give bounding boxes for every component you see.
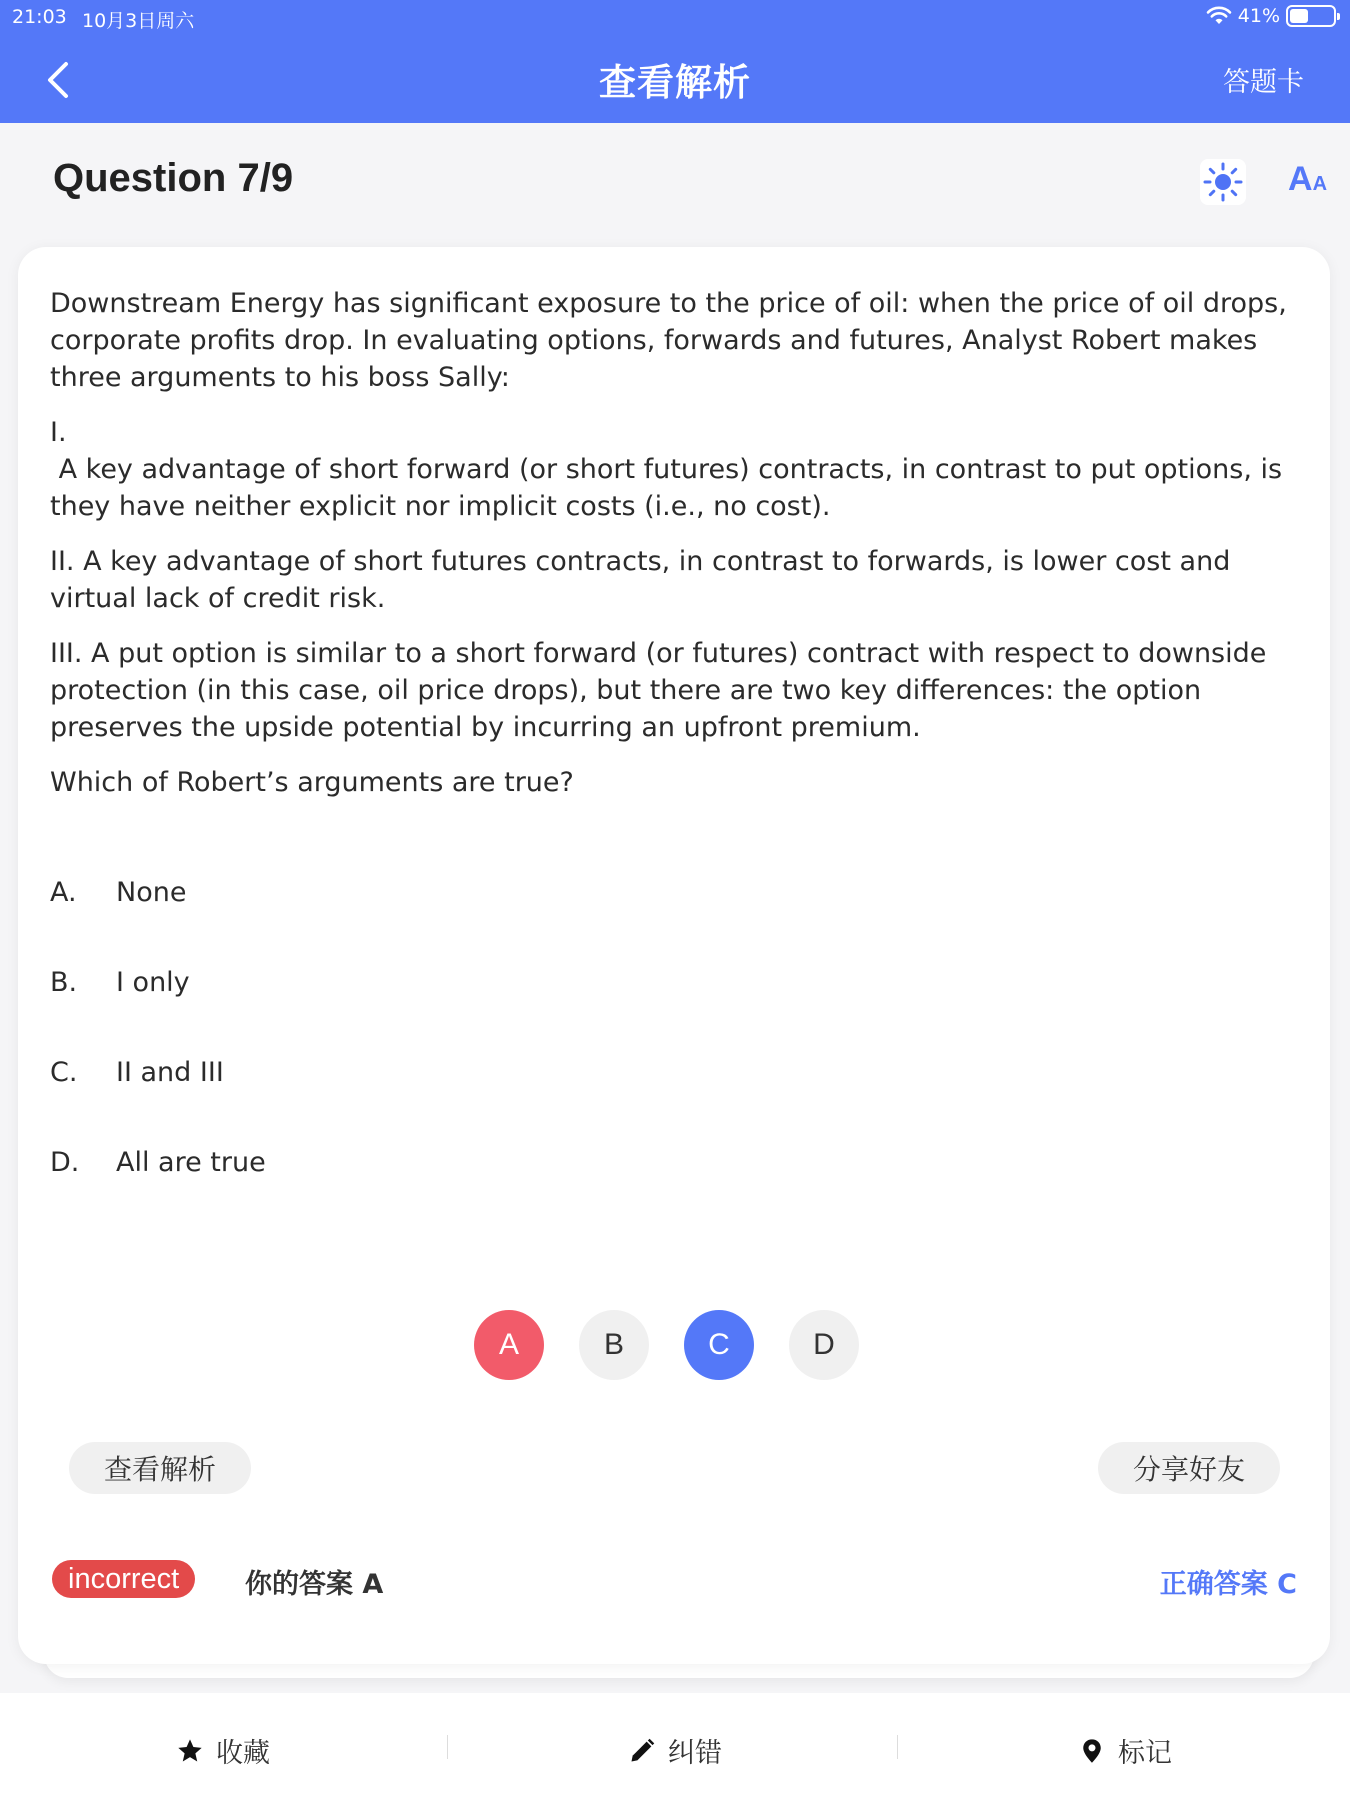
argument-1: A key advantage of short forward (or short futures) contracts, in contrast to put options, is they have neither explicit nor implicit costs (i.e., no cost). bbox=[50, 454, 1291, 522]
argument-3: III. A put option is similar to a short forward (or futures) contract with respect to downside protection (in this case, oil price drops), but there are two key differences: the option preserves the upside potential by incurring an upfront premium. bbox=[50, 638, 1267, 743]
your-answer: 你的答案 A bbox=[245, 1569, 384, 1600]
choice-b[interactable]: B bbox=[579, 1310, 649, 1380]
divider bbox=[447, 1735, 448, 1759]
option-c[interactable] bbox=[50, 1057, 950, 1147]
option-a[interactable] bbox=[50, 877, 950, 967]
choice-a-selected-wrong[interactable]: A bbox=[474, 1310, 544, 1380]
pencil-icon bbox=[628, 1737, 656, 1765]
mark-button[interactable] bbox=[1078, 1731, 1172, 1770]
wifi-icon bbox=[1206, 6, 1232, 26]
argument-1-number: I. bbox=[50, 417, 67, 448]
choice-d[interactable]: D bbox=[789, 1310, 859, 1380]
answer-card-button[interactable]: 答题卡 bbox=[1223, 67, 1304, 98]
mark-label: 标记 bbox=[1118, 1738, 1172, 1769]
star-icon bbox=[176, 1737, 204, 1765]
status-date: 10月3日周六 bbox=[82, 10, 195, 32]
favorite-label: 收藏 bbox=[216, 1738, 270, 1769]
status-time: 21:03 bbox=[12, 6, 67, 28]
result-row bbox=[52, 1560, 1297, 1600]
font-size-icon[interactable]: AA bbox=[1288, 160, 1328, 198]
option-letter: B. bbox=[50, 967, 78, 998]
option-text: All are true bbox=[116, 1147, 266, 1178]
option-letter: C. bbox=[50, 1057, 78, 1088]
battery-icon bbox=[1286, 5, 1336, 27]
battery-percent: 41% bbox=[1237, 5, 1280, 27]
favorite-button[interactable] bbox=[176, 1731, 270, 1770]
option-letter: D. bbox=[50, 1147, 80, 1178]
question-number: Question 7/9 bbox=[53, 156, 294, 200]
question-stem: Downstream Energy has significant exposure to the price of oil: when the price of oil drops, corporate profits drop. In evaluating options, forwards and futures, Analyst Robert makes three arguments to his boss Sally: bbox=[50, 288, 1287, 393]
question-body bbox=[50, 285, 1300, 819]
option-b[interactable] bbox=[50, 967, 950, 1057]
view-analysis-button[interactable]: 查看解析 bbox=[69, 1442, 251, 1494]
brightness-icon[interactable] bbox=[1200, 159, 1246, 205]
question-card bbox=[18, 247, 1330, 1664]
location-pin-icon bbox=[1078, 1737, 1106, 1765]
status-right bbox=[1206, 5, 1336, 27]
question-prompt: Which of Robert’s arguments are true? bbox=[50, 767, 574, 798]
report-error-button[interactable] bbox=[628, 1731, 722, 1770]
choice-c-correct[interactable]: C bbox=[684, 1310, 754, 1380]
answer-choices bbox=[474, 1310, 859, 1380]
divider bbox=[897, 1735, 898, 1759]
option-letter: A. bbox=[50, 877, 77, 908]
top-bar bbox=[0, 0, 1350, 123]
argument-2: II. A key advantage of short futures contracts, in contrast to forwards, is lower cost and virtual lack of credit risk. bbox=[50, 546, 1231, 614]
correct-answer: 正确答案 C bbox=[1159, 1569, 1297, 1600]
bottom-toolbar bbox=[0, 1693, 1350, 1800]
option-d[interactable] bbox=[50, 1147, 950, 1237]
share-button[interactable]: 分享好友 bbox=[1098, 1442, 1280, 1494]
report-error-label: 纠错 bbox=[668, 1738, 722, 1769]
options-list bbox=[50, 877, 950, 1237]
option-text: II and III bbox=[116, 1057, 224, 1088]
option-text: I only bbox=[116, 967, 190, 998]
option-text: None bbox=[116, 877, 187, 908]
status-badge: incorrect bbox=[52, 1560, 195, 1598]
page-title: 查看解析 bbox=[599, 61, 751, 104]
